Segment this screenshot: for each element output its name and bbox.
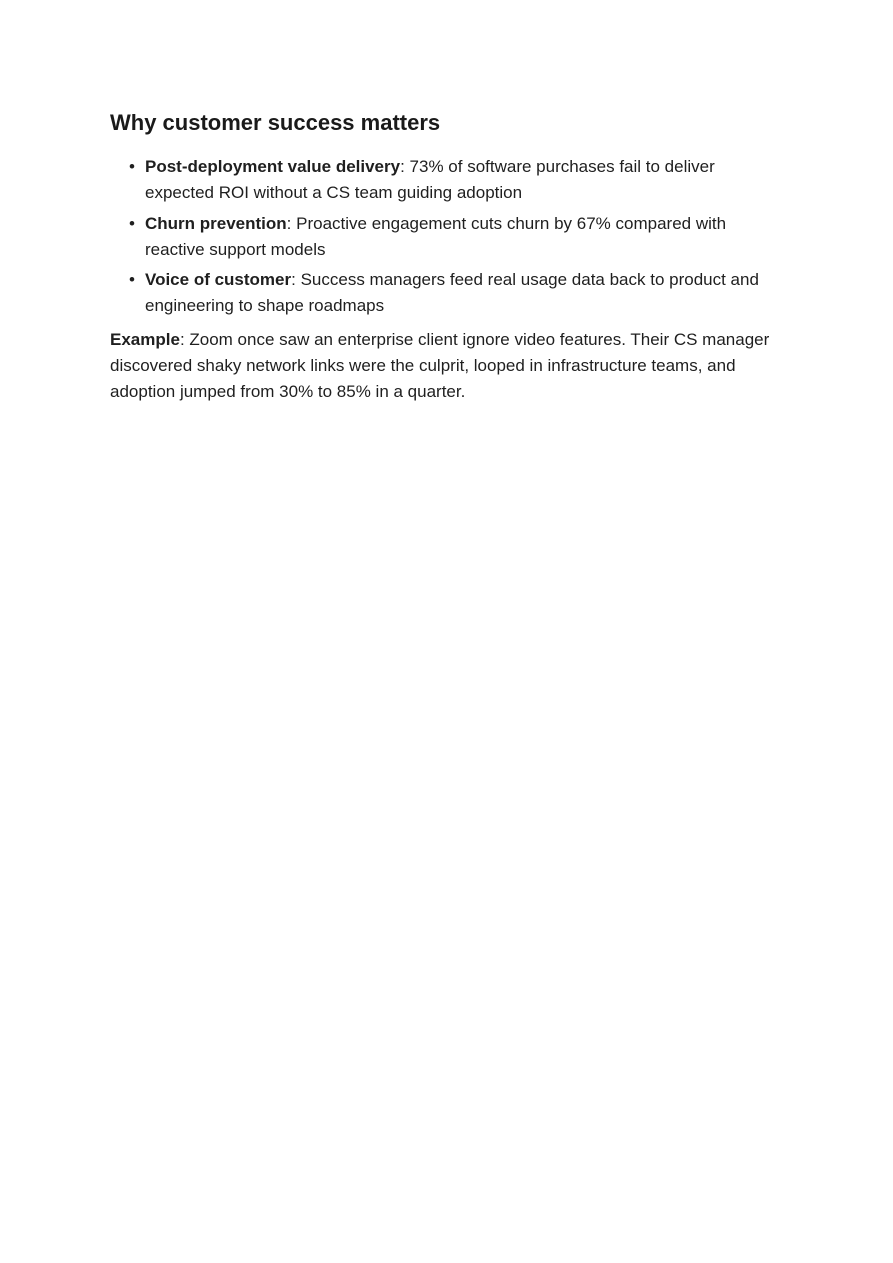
- list-item: [129, 267, 783, 319]
- list-item-term: Post-deployment value delivery: [145, 157, 401, 176]
- list-item-text: : Proactive engagement cuts churn by 67% compared with reactive support models: [145, 213, 727, 259]
- bullet-icon: •: [129, 157, 135, 176]
- example-paragraph: [110, 327, 783, 405]
- list-item: [129, 154, 783, 206]
- list-item-term: Churn prevention: [145, 213, 287, 233]
- bullet-icon: •: [129, 213, 135, 233]
- list-item-term: Voice of customer: [145, 270, 292, 289]
- section-heading: Why customer success matters: [110, 110, 441, 135]
- list-item-text: : Success managers feed real usage data back to product and engineering to shape roadmaps: [145, 270, 759, 315]
- example-term: Example: [110, 330, 180, 349]
- list-item: [129, 211, 783, 263]
- bullet-list: [110, 154, 783, 319]
- bullet-icon: •: [129, 270, 135, 289]
- list-item-text: : 73% of software purchases fail to deliver expected ROI without a CS team guiding adoption: [145, 157, 715, 202]
- example-text: : Zoom once saw an enterprise client ignore video features. Their CS manager discovered shaky network links were the culprit, looped in infrastructure teams, and adoption jumped from 30% to 85% in a quarter.: [110, 330, 770, 401]
